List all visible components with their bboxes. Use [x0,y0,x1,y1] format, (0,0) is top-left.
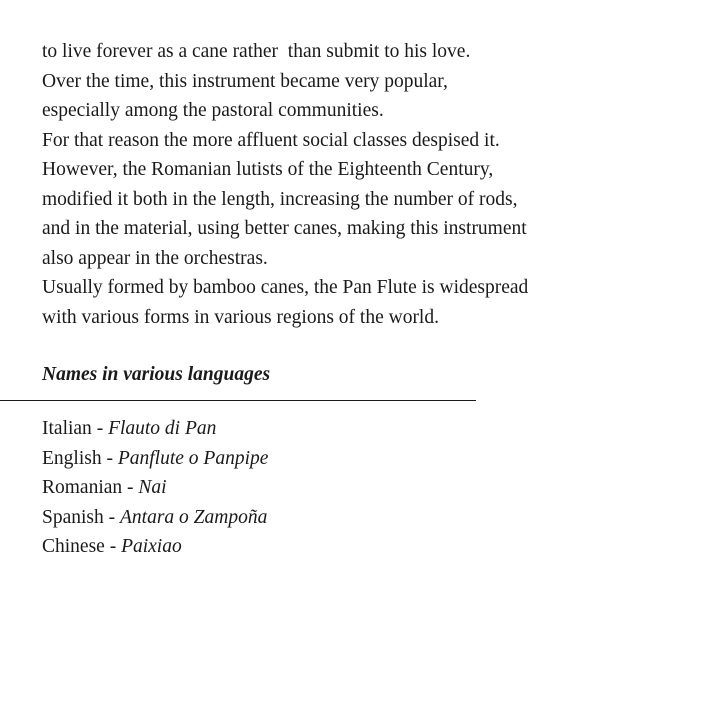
separator: - [103,506,121,528]
body-line: Usually formed by bamboo canes, the Pan Flute is widespread [42,277,529,298]
body-line: modified it both in the length, increasing the number of rods, [42,188,518,210]
list-item [42,473,268,503]
instrument-name: Panflute o Panpipe [117,447,269,469]
list-item [42,532,268,562]
body-line: with various forms in various regions of the world. [42,306,439,328]
body-line: also appear in the orchestras. [42,247,268,269]
instrument-name: Paixiao [121,536,182,557]
section-divider [0,400,476,401]
body-line: to live forever as a cane rather than submit to his love. [42,41,471,62]
names-list [42,414,268,562]
list-item [42,414,268,444]
language-label: Spanish [42,506,104,528]
instrument-name: Flauto di Pan [108,418,217,439]
separator: - [91,418,109,439]
instrument-name: Nai [138,477,167,498]
body-line: especially among the pastoral communities. [42,100,384,121]
body-line: Over the time, this instrument became very popular, [42,70,448,92]
language-label: Chinese [42,536,105,557]
separator: - [104,536,122,557]
body-paragraph [42,37,682,332]
language-label: English [42,447,102,469]
instrument-name: Antara o Zampoña [120,506,268,528]
body-line: For that reason the more affluent social classes despised it. [42,129,500,151]
separator: - [101,447,118,469]
language-label: Italian [42,418,92,439]
list-item [42,503,268,533]
language-label: Romanian [42,477,123,498]
body-line: and in the material, using better canes, making this instrument [42,218,527,239]
body-line: However, the Romanian lutists of the Eighteenth Century, [42,159,494,180]
list-item [42,444,268,474]
names-section-heading: Names in various languages [42,364,271,385]
separator: - [122,477,139,498]
